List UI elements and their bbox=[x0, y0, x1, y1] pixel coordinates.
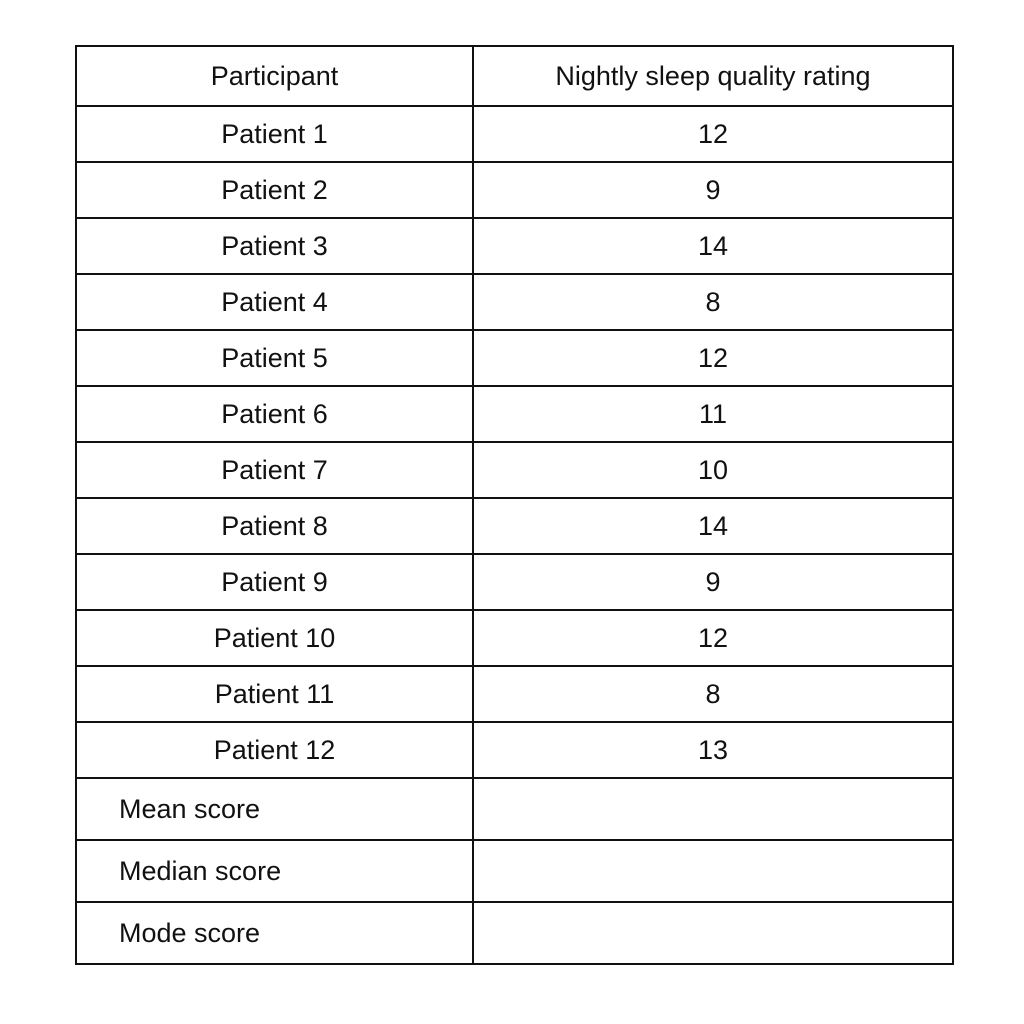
participant-cell: Patient 11 bbox=[76, 666, 473, 722]
participant-cell: Patient 8 bbox=[76, 498, 473, 554]
rating-cell: 12 bbox=[473, 106, 953, 162]
participant-cell: Patient 9 bbox=[76, 554, 473, 610]
median-score-value bbox=[473, 840, 953, 902]
participant-cell: Patient 6 bbox=[76, 386, 473, 442]
mean-score-label: Mean score bbox=[76, 778, 473, 840]
header-rating: Nightly sleep quality rating bbox=[473, 46, 953, 106]
table-row bbox=[76, 274, 953, 330]
header-participant: Participant bbox=[76, 46, 473, 106]
header-row bbox=[76, 46, 953, 106]
participant-cell: Patient 10 bbox=[76, 610, 473, 666]
rating-cell: 9 bbox=[473, 554, 953, 610]
rating-cell: 12 bbox=[473, 330, 953, 386]
table-row bbox=[76, 442, 953, 498]
participant-cell: Patient 7 bbox=[76, 442, 473, 498]
participant-cell: Patient 3 bbox=[76, 218, 473, 274]
rating-cell: 8 bbox=[473, 666, 953, 722]
participant-cell: Patient 12 bbox=[76, 722, 473, 778]
table-row bbox=[76, 106, 953, 162]
rating-cell: 14 bbox=[473, 218, 953, 274]
mean-score-value bbox=[473, 778, 953, 840]
participant-cell: Patient 4 bbox=[76, 274, 473, 330]
participant-cell: Patient 2 bbox=[76, 162, 473, 218]
rating-cell: 10 bbox=[473, 442, 953, 498]
participant-cell: Patient 1 bbox=[76, 106, 473, 162]
rating-cell: 13 bbox=[473, 722, 953, 778]
rating-cell: 9 bbox=[473, 162, 953, 218]
table-row bbox=[76, 554, 953, 610]
rating-cell: 11 bbox=[473, 386, 953, 442]
table-row bbox=[76, 218, 953, 274]
mode-score-label: Mode score bbox=[76, 902, 473, 964]
rating-cell: 12 bbox=[473, 610, 953, 666]
summary-row-mode bbox=[76, 902, 953, 964]
table-row bbox=[76, 330, 953, 386]
rating-cell: 8 bbox=[473, 274, 953, 330]
sleep-quality-table bbox=[75, 45, 954, 965]
table-row bbox=[76, 386, 953, 442]
summary-row-median bbox=[76, 840, 953, 902]
mode-score-value bbox=[473, 902, 953, 964]
participant-cell: Patient 5 bbox=[76, 330, 473, 386]
table-row bbox=[76, 666, 953, 722]
median-score-label: Median score bbox=[76, 840, 473, 902]
table-row bbox=[76, 498, 953, 554]
table-row bbox=[76, 162, 953, 218]
rating-cell: 14 bbox=[473, 498, 953, 554]
table-row bbox=[76, 610, 953, 666]
table-row bbox=[76, 722, 953, 778]
summary-row-mean bbox=[76, 778, 953, 840]
